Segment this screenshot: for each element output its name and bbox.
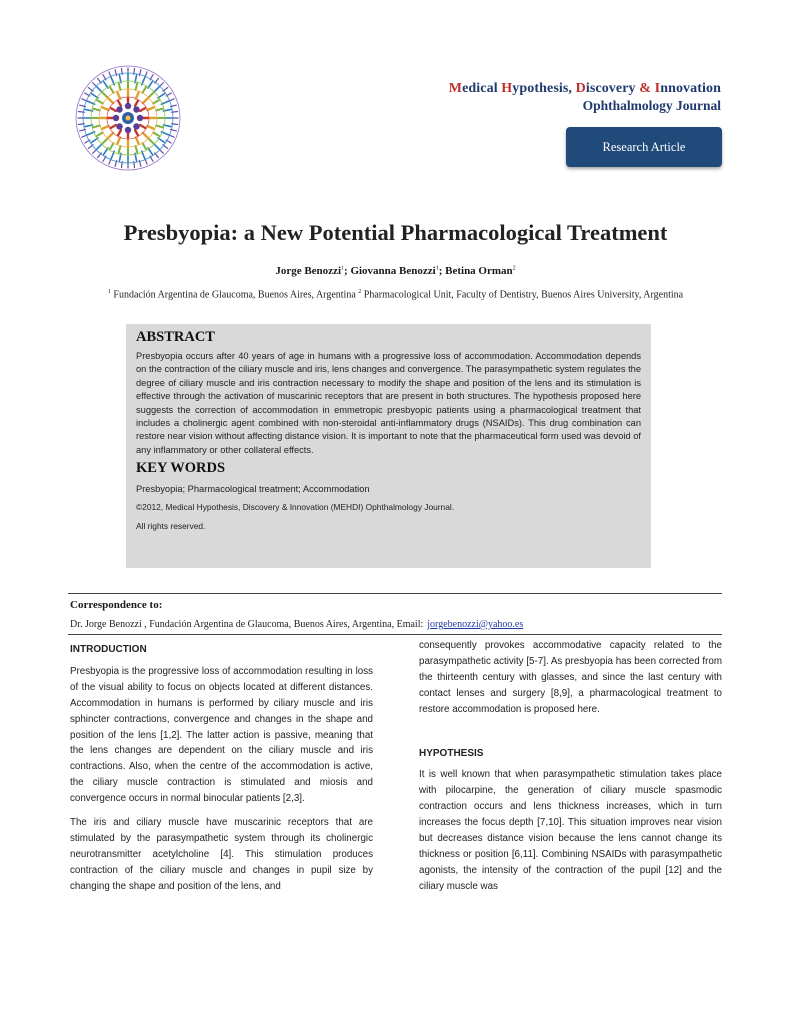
author-separator: ; [344, 265, 351, 277]
divider-top [68, 593, 722, 594]
correspondence-heading: Correspondence to: [70, 599, 163, 611]
abstract-heading: ABSTRACT [136, 329, 215, 345]
author-list [0, 265, 791, 277]
author-separator: ; [438, 265, 446, 277]
journal-name-initial: M [448, 81, 463, 96]
affiliations [80, 285, 711, 302]
affil-mark: 2 [358, 289, 362, 295]
body-paragraph: The iris and ciliary muscle have muscarinic receptors that are stimulated by the parasympathetic system through its cholinergic neurotransmitter acetylcholine [4]. This stimulation produces contraction of the ciliary muscle and changes in pupil size by changing the shape and position of the lens, and [70, 817, 373, 892]
body-column-right [419, 638, 722, 903]
paper-title: Presbyopia: a New Potential Pharmacological Treatment [123, 220, 668, 245]
body-paragraph: It is well known that when parasympathetic stimulation takes place with pilocarpine, the generation of ciliary muscle spasmodic contraction occurs and lens thickness increases, which in turn increases the focus depth [7,10]. This situation improves near vision but decreases distance vision because the lens cannot change its thickness or position [6,11]. Combining NSAIDs with parasympathetic agonists, the intensity of the contraction of the pupil [12] and the ciliary muscle was [419, 769, 722, 892]
journal-name-initial: H [501, 81, 513, 96]
email-link[interactable]: jorgebenozzi@yahoo.es [427, 619, 524, 630]
body-paragraph: Presbyopia is the progressive loss of accommodation resulting in loss of the visual ability to focus on objects located at different distances. Accommodation in humans is performed by ciliary muscle and iris sphincter contractions, convergence and changes in the shape and position of the lens [1,2]. The latter action is passive, meaning that the lens changes are dependent on the ciliary muscle and iris contractions. Also, when the centre of the accommodation is active, the ciliary muscle contraction is stimulated and miosis and convergence occurs in normal binocular patients [2,3]. [70, 665, 373, 805]
affil-mark: 1 [107, 289, 111, 295]
divider-bottom [68, 634, 722, 635]
journal-name-part: edical [462, 81, 502, 96]
affil-text: Fundación Argentina de Glaucoma, Buenos Aires, Argentina [110, 289, 359, 301]
article-type-badge: Research Article [566, 127, 722, 167]
correspondence-detail: Dr. Jorge Benozzi , Fundación Argentina de Glaucoma, Buenos Aires, Argentina, Email: [70, 619, 424, 630]
journal-subtitle: Ophthalmology Journal [582, 98, 721, 113]
body-paragraph: consequently provokes accommodative capacity related to the parasympathetic activity [5-7]. As presbyopia has been corrected from the thirteenth century with glasses, and since the last century with contact lenses and surgery [8,9], a pharmacological treatment to restore accommodation is proposed here. [419, 640, 722, 715]
journal-name-part: nnovation [660, 81, 721, 96]
section-heading-introduction: INTRODUCTION [70, 644, 147, 655]
author-name: Betina Orman [445, 265, 513, 277]
keywords-heading: KEY WORDS [136, 460, 226, 477]
correspondence-text [70, 619, 523, 630]
body-column-left [70, 642, 373, 903]
author-affil-mark: 1 [435, 265, 439, 272]
keywords-text: Presbyopia; Pharmacological treatment; Accommodation [136, 484, 370, 495]
author-affil-mark: 1 [341, 265, 345, 272]
journal-name-initial: D [575, 81, 586, 96]
rights-text: All rights reserved. [136, 521, 206, 532]
journal-name-part: ypothesis, [512, 81, 576, 96]
journal-logo-mandala [72, 62, 184, 174]
abstract-text: Presbyopia occurs after 40 years of age in humans with a progressive loss of accommodation. Accommodation depends on the contraction of the ciliary muscle and iris, lens changes and convergence. The parasympathetic system regulates the degree of ciliary muscle and iris contraction necessary to modify the shape and position of the lens and its stimulation is effective through the activation of muscarinic receptors that are present in both structures. The hypothesis proposed here suggests the correction of accommodation in emmetropic presbyopic patients using a pharmacological treatment that includes a cholinergic agent combined with non-steroidal anti-inflammatory drugs (NSAIDs). This drug combination can restore near vision without affecting distance vision. It is important to note that the pharmaceutical form used was devoid of any inflammatory or other collateral effects. [136, 351, 641, 455]
affil-text: Pharmacological Unit, Faculty of Dentistry, Buenos Aires University, Argentina [361, 289, 684, 301]
author-name: Jorge Benozzi [275, 265, 342, 277]
author-name: Giovanna Benozzi [350, 265, 436, 277]
journal-name-part: iscovery [585, 81, 640, 96]
copyright-text: ©2012, Medical Hypothesis, Discovery & Innovation (MEHDI) Ophthalmology Journal. [136, 502, 455, 513]
journal-name-initial: I [654, 81, 661, 96]
section-heading-hypothesis: HYPOTHESIS [419, 747, 484, 759]
abstract-box [126, 324, 651, 568]
journal-name-initial: & [639, 81, 652, 96]
author-affil-mark: 2 [512, 265, 516, 272]
journal-header [449, 81, 721, 114]
journal-name [449, 81, 721, 97]
